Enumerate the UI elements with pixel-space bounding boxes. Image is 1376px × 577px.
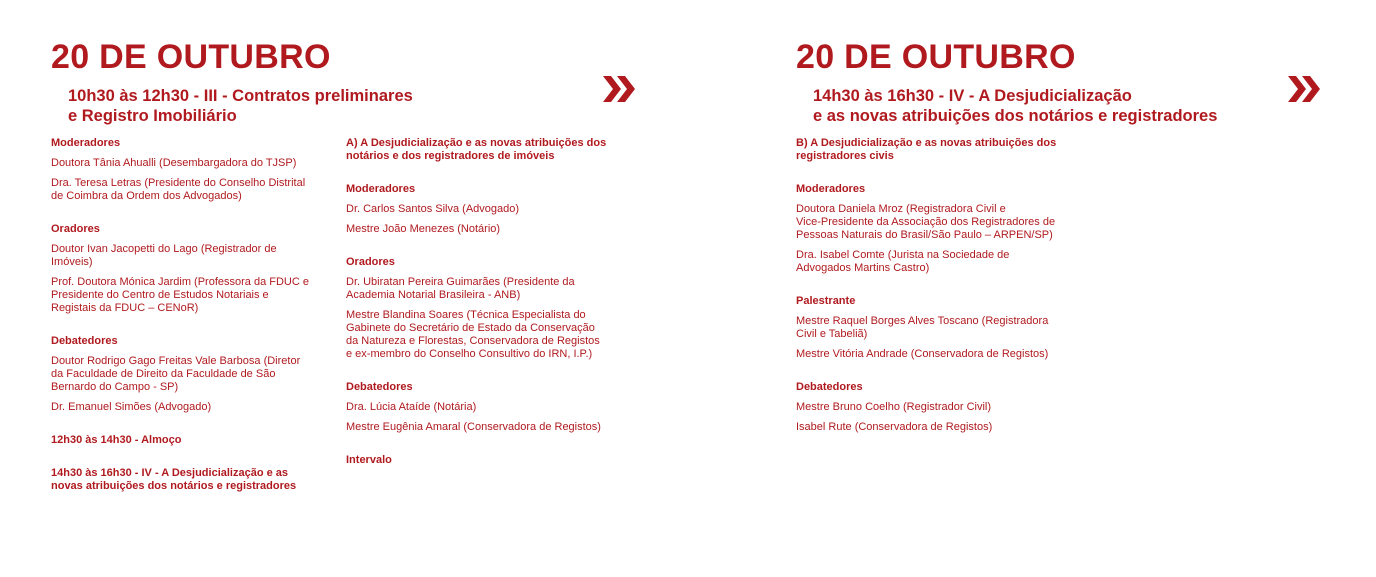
list-item: Dra. Lúcia Ataíde (Notária) [346,401,477,413]
list-item: Doutor Rodrigo Gago Freitas Vale Barbosa (Diretor da Faculdade de Direito da Faculdade de São Bernardo do Campo - SP) [51,355,301,393]
list-item: Dra. Teresa Letras (Presidente do Conselho Distrital de Coimbra da Ordem dos Advogados) [51,177,306,202]
moderadores-heading: Moderadores [51,137,121,149]
lunch-break: 12h30 às 14h30 - Almoço [51,434,182,446]
program-column-1 [796,137,1096,434]
list-item: Mestre Raquel Borges Alves Toscano (Registradora Civil e Tabeliã) [796,315,1049,340]
program-column-2 [346,137,636,467]
list-item: Mestre Bruno Coelho (Registrador Civil) [796,401,992,413]
list-item: Dr. Emanuel Simões (Advogado) [51,401,212,413]
session-title: 14h30 às 16h30 - IV - A Desjudicialização e as novas atribuições dos notários e registradores [813,87,1218,125]
session-title: 10h30 às 12h30 - III - Contratos preliminares e Registro Imobiliário [68,87,413,125]
list-item: Dr. Carlos Santos Silva (Advogado) [346,203,520,215]
list-item: Mestre Vitória Andrade (Conservadora de Registos) [796,348,1049,360]
oradores-heading: Oradores [51,223,100,235]
palestrante-heading: Palestrante [796,295,856,307]
sub-session-title: A) A Desjudicialização e as novas atribuições dos notários e dos registradores de imóveis [346,137,607,162]
list-item: Doutor Ivan Jacopetti do Lago (Registrador de Imóveis) [51,243,277,268]
list-item: Doutora Tânia Ahualli (Desembargadora do TJSP) [51,157,297,169]
sub-session-title: B) A Desjudicialização e as novas atribuições dos registradores civis [796,137,1057,162]
list-item: Mestre Blandina Soares (Técnica Especialista do Gabinete do Secretário de Estado da Conservação da Natureza e Florestas, Conservadora de Registos e ex-membro do Conselho Consultivo do IRN, I.P.) [346,309,600,360]
list-item: Mestre Eugênia Amaral (Conservadora de Registos) [346,421,601,433]
double-chevron-right-icon[interactable] [603,76,637,102]
list-item: Prof. Doutora Mónica Jardim (Professora da FDUC e Presidente do Centro de Estudos Notariais e Registais da FDUC – CENoR) [51,276,309,314]
list-item: Dra. Isabel Comte (Jurista na Sociedade de Advogados Martins Castro) [796,249,1010,274]
list-item: Isabel Rute (Conservadora de Registos) [796,421,993,433]
moderadores-heading: Moderadores [346,183,416,195]
interval-break: Intervalo [346,454,392,466]
list-item: Doutora Daniela Mroz (Registradora Civil e Vice-Presidente da Associação dos Registradores de Pessoas Naturais do Brasil/São Paulo – ARPEN/SP) [796,203,1056,241]
date-heading: 20 DE OUTUBRO [51,38,331,76]
oradores-heading: Oradores [346,256,395,268]
program-column-1 [51,137,321,493]
date-heading: 20 DE OUTUBRO [796,38,1076,76]
next-session-title: 14h30 às 16h30 - IV - A Desjudicialização e as novas atribuições dos notários e registradores [51,467,297,492]
list-item: Dr. Ubiratan Pereira Guimarães (Presidente da Academia Notarial Brasileira - ANB) [346,276,575,301]
right-panel [745,0,1376,577]
double-chevron-right-icon[interactable] [1288,76,1322,102]
debatedores-heading: Debatedores [51,335,118,347]
debatedores-heading: Debatedores [796,381,863,393]
list-item: Mestre João Menezes (Notário) [346,223,501,235]
debatedores-heading: Debatedores [346,381,413,393]
moderadores-heading: Moderadores [796,183,866,195]
